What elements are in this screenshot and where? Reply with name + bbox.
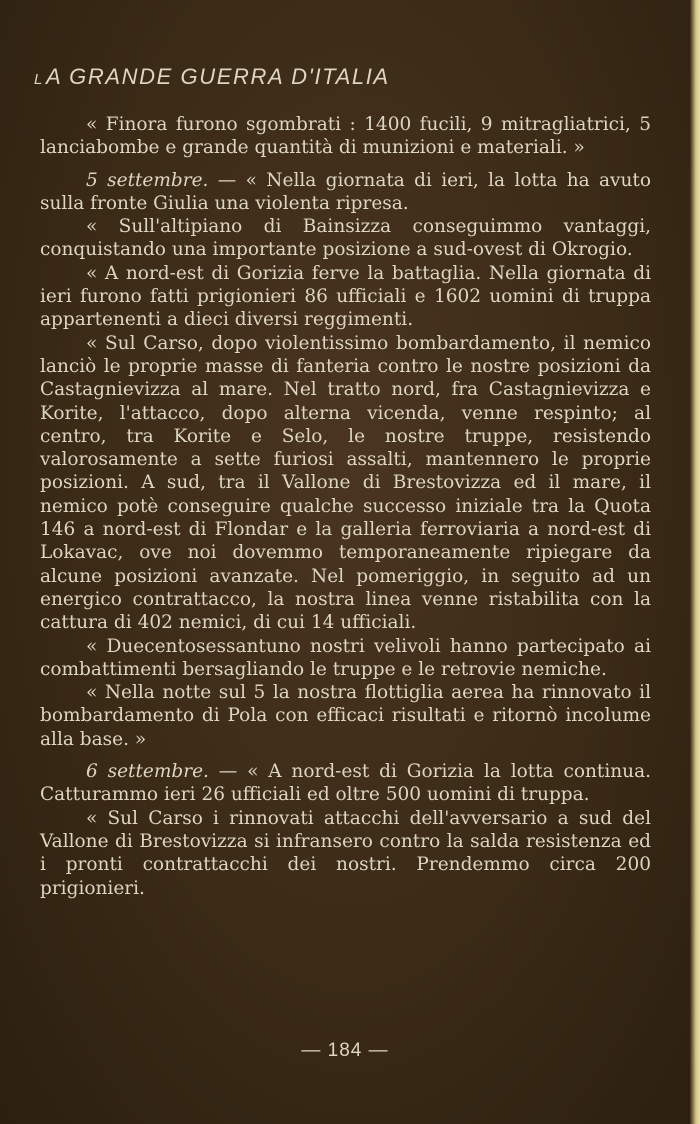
page-number: — 184 — (301, 1040, 389, 1061)
paragraph-text: « Sull'altipiano di Bainsizza conseguimmo vantaggi, conquistando una importante posizione a sud-ovest di Okrogio. (40, 216, 651, 261)
paragraph-text: « Sul Carso i rinnovati attacchi dell'avversario a sud del Vallone di Brestovizza si infransero contro la salda resistenza ed i pronti contrattacchi dei nostri. Prendemmo circa 200 prigionieri. (40, 807, 651, 899)
date-heading: 5 settembre. (86, 169, 209, 191)
paragraph (40, 807, 651, 900)
paragraph (40, 635, 651, 682)
paragraph (40, 113, 651, 160)
paragraph (40, 681, 651, 751)
paragraph (40, 262, 651, 332)
body-text (40, 113, 651, 900)
paragraph-text: « Sul Carso, dopo violentissimo bombardamento, il nemico lanciò le proprie masse di fanteria contro le nostre posizioni da Castagnievizza al mare. Nel tratto nord, fra Castagnievizza e Korite, l'attacco, dopo alterna vicenda, venne respinto; al centro, tra Korite e Selo, le nostre truppe, resistendo valorosamente a sette furiosi assalti, mantennero le proprie posizioni. A sud, tra il Vallone di Brestovizza ed il mare, il nemico potè conseguire qualche successo iniziale tra la Quota 146 a nord-est di Flondar e la galleria ferroviaria a nord-est di Lokavac, ove noi dovemmo temporaneamente ripiegare da alcune posizioni avanzate. Nel pomeriggio, in seguito ad un energico contrattacco, la nostra linea venne ristabilita con la cattura di 402 nemici, di cui 14 ufficiali. (40, 332, 651, 634)
date-heading: 6 settembre. (86, 761, 209, 783)
header-initial: L (34, 71, 44, 88)
paragraph-text: — « Nella giornata di ieri, la lotta ha avuto sulla fronte Giulia una violenta ripresa. (40, 169, 651, 214)
header-title: A GRANDE GUERRA D'ITALIA (45, 64, 390, 89)
paragraph-text: « Finora furono sgombrati : 1400 fucili, 9 mitragliatrici, 5 lanciabombe e grande quantità di munizioni e materiali. » (40, 114, 651, 159)
paragraph-text: « Duecentosessantuno nostri velivoli hanno partecipato ai combattimenti bersagliando le truppe e le retrovie nemiche. (40, 635, 651, 680)
page-edge (690, 0, 700, 1124)
paragraph (40, 760, 651, 807)
paragraph-text: « Nella notte sul 5 la nostra flottiglia aerea ha rinnovato il bombardamento di Pola con efficaci risultati e ritornò incolume alla base. » (40, 682, 651, 750)
running-header (34, 64, 390, 90)
paragraph-text: — « A nord-est di Gorizia la lotta continua. Catturammo ieri 26 ufficiali ed oltre 500 uomini di truppa. (40, 761, 651, 806)
paragraph (40, 215, 651, 262)
paragraph (40, 169, 651, 216)
paragraph-text: « A nord-est di Gorizia ferve la battaglia. Nella giornata di ieri furono fatti prigionieri 86 ufficiali e 1602 uomini di truppa appartenenti a dieci diversi reggimenti. (40, 262, 651, 331)
paragraph (40, 332, 651, 635)
